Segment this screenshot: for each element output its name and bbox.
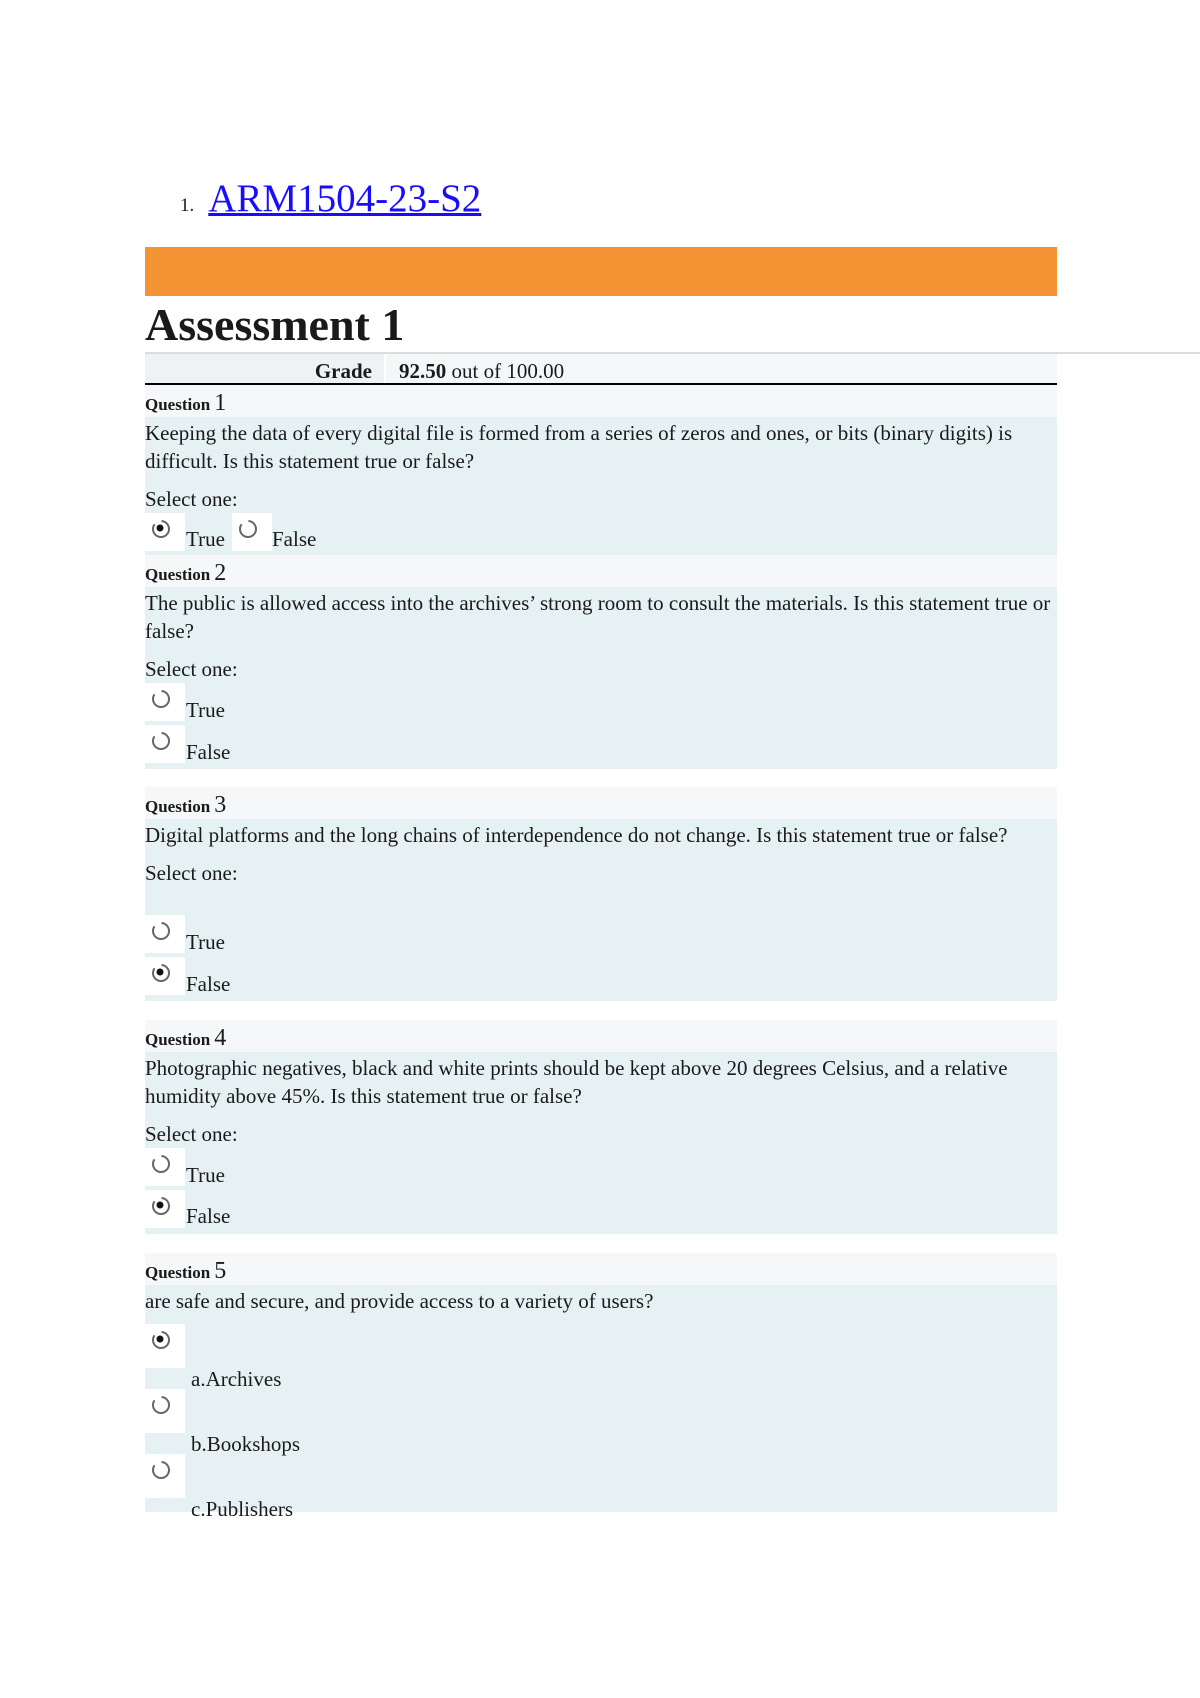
question-text: The public is allowed access into the archives’ strong room to consult the materials. Is this statement true or false? xyxy=(145,591,1051,643)
radio-option-c[interactable] xyxy=(145,1454,185,1498)
question-body xyxy=(145,417,1057,555)
question-5 xyxy=(145,1253,1057,1521)
option-label: False xyxy=(186,740,231,764)
option-label: True xyxy=(186,698,225,722)
question-body xyxy=(145,587,1057,769)
radio-unselected-icon xyxy=(150,1153,172,1175)
radio-true[interactable] xyxy=(145,915,185,953)
question-word: Question xyxy=(145,395,211,414)
grade-label-cell xyxy=(145,354,384,384)
radio-selected-icon xyxy=(150,962,172,984)
question-number: 1 xyxy=(214,390,227,416)
radio-true[interactable] xyxy=(145,513,185,551)
option-label: True xyxy=(186,527,225,551)
radio-unselected-icon xyxy=(237,518,259,540)
radio-unselected-icon xyxy=(150,688,172,710)
radio-false[interactable] xyxy=(145,957,185,995)
grade-score: 92.50 xyxy=(399,359,447,383)
radio-unselected-icon xyxy=(150,1394,172,1416)
option-label: False xyxy=(272,527,317,551)
grade-row xyxy=(145,352,1200,384)
grade-max: out of 100.00 xyxy=(446,359,565,383)
radio-selected-icon xyxy=(150,1329,172,1351)
question-text: Photographic negatives, black and white prints should be kept above 20 degrees Celsius, and a relative humidity above 45%. Is this statement true or false? xyxy=(145,1056,1008,1108)
radio-false[interactable] xyxy=(232,513,272,551)
question-word: Question xyxy=(145,565,211,584)
select-one-label: Select one: xyxy=(145,487,238,511)
radio-true[interactable] xyxy=(145,1148,185,1186)
radio-true[interactable] xyxy=(145,683,185,721)
question-header xyxy=(145,1020,1057,1052)
radio-selected-icon xyxy=(150,518,172,540)
question-number: 5 xyxy=(214,1258,227,1284)
radio-option-b[interactable] xyxy=(145,1389,185,1433)
question-body xyxy=(145,819,1057,1001)
course-link[interactable]: ARM1504-23-S2 xyxy=(208,177,482,220)
question-header xyxy=(145,787,1057,819)
question-3 xyxy=(145,787,1057,1001)
radio-unselected-icon xyxy=(150,1459,172,1481)
question-header xyxy=(145,1253,1057,1285)
option-label: a.Archives xyxy=(191,1367,282,1391)
grade-value xyxy=(386,354,1057,384)
radio-false[interactable] xyxy=(145,1190,185,1228)
question-number: 4 xyxy=(214,1025,227,1051)
option-label: True xyxy=(186,930,225,954)
breadcrumb xyxy=(180,176,481,221)
question-text: Digital platforms and the long chains of interdependence do not change. Is this statement true or false? xyxy=(145,823,1008,847)
question-text: are safe and secure, and provide access to a variety of users? xyxy=(145,1289,654,1313)
option-label: b.Bookshops xyxy=(191,1432,301,1456)
question-word: Question xyxy=(145,1263,211,1282)
question-4 xyxy=(145,1020,1057,1234)
question-2 xyxy=(145,555,1057,769)
option-label: c.Publishers xyxy=(191,1497,294,1521)
header-bar xyxy=(145,247,1057,296)
page-title: Assessment 1 xyxy=(145,299,405,350)
option-label: True xyxy=(186,1163,225,1187)
question-header xyxy=(145,555,1057,587)
question-number: 3 xyxy=(214,792,227,818)
breadcrumb-number: 1. xyxy=(180,195,195,216)
select-one-label: Select one: xyxy=(145,657,238,681)
radio-selected-icon xyxy=(150,1195,172,1217)
question-body xyxy=(145,1052,1057,1234)
option-label: False xyxy=(186,972,231,996)
radio-unselected-icon xyxy=(150,920,172,942)
radio-unselected-icon xyxy=(150,730,172,752)
grade-label: Grade xyxy=(314,359,372,383)
question-word: Question xyxy=(145,1030,211,1049)
question-1 xyxy=(145,385,1057,555)
option-label: False xyxy=(186,1204,231,1228)
question-header xyxy=(145,385,1057,417)
question-word: Question xyxy=(145,797,211,816)
question-number: 2 xyxy=(214,560,227,586)
question-body xyxy=(145,1285,1057,1521)
question-text: Keeping the data of every digital file is formed from a series of zeros and ones, or bits (binary digits) is difficult. Is this statement true or false? xyxy=(145,421,1013,473)
radio-false[interactable] xyxy=(145,725,185,763)
select-one-label: Select one: xyxy=(145,1122,238,1146)
select-one-label: Select one: xyxy=(145,861,238,885)
radio-option-a[interactable] xyxy=(145,1324,185,1368)
